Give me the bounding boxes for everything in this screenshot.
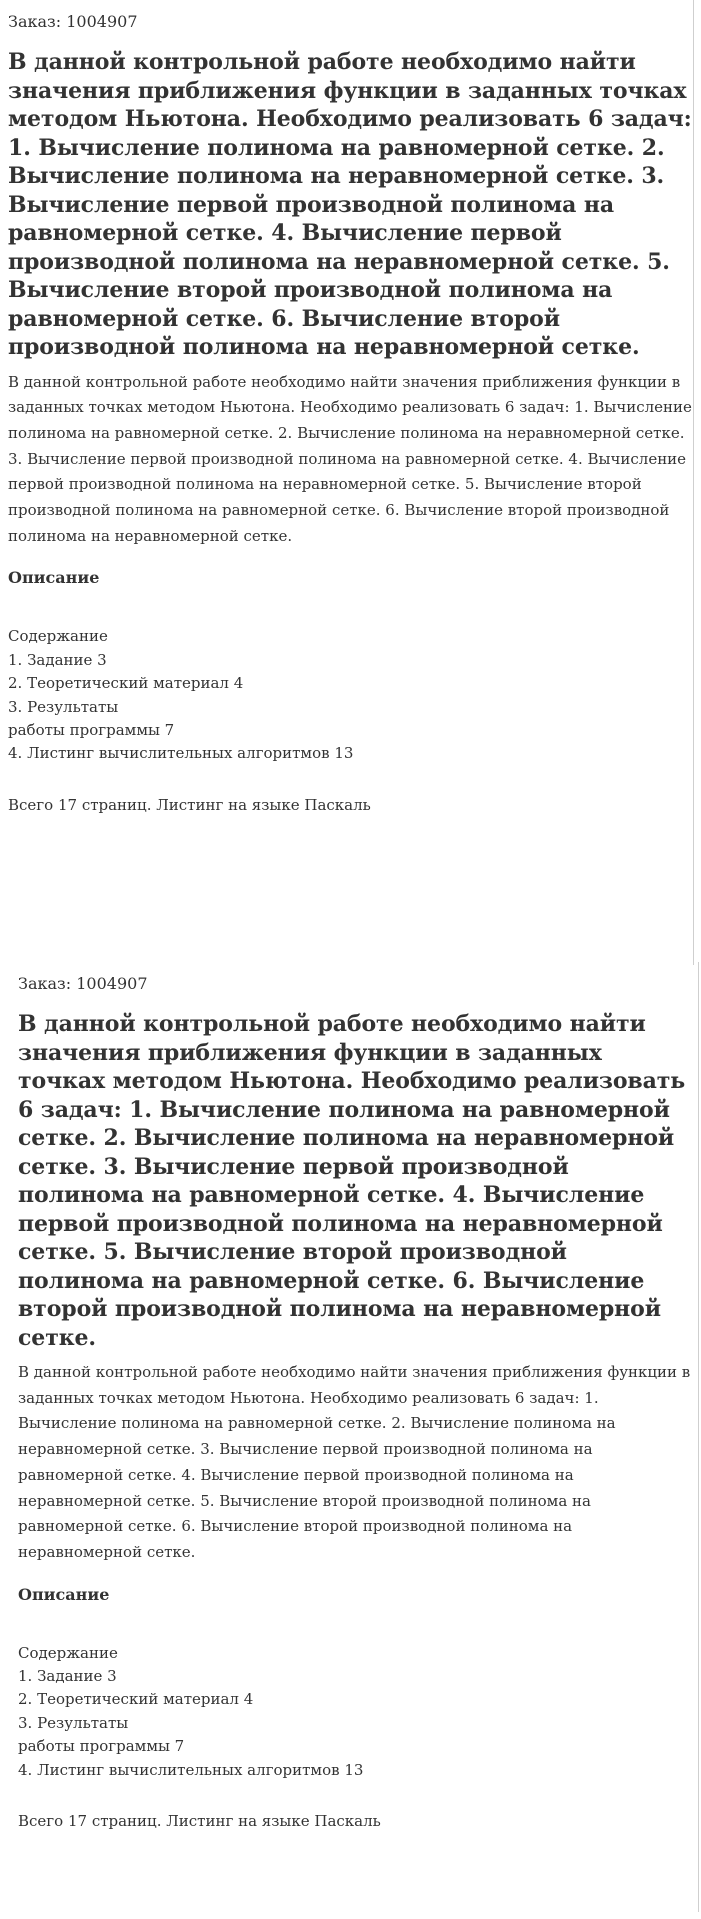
toc-item: 2. Теоретический материал 4 [18,1690,254,1709]
table-of-contents [8,625,693,765]
toc-item: работы программы 7 [8,721,175,740]
right-border [693,0,694,965]
order-summary: В данной контрольной работе необходимо найти значения приближения функции в заданных точках методом Ньютона. Необходимо реализовать 6 задач: 1. Вычисление полинома на равномерной сетке. 2. Вычисление полинома на неравномерной сетке. 3. Вычисление первой производной полинома на равномерной сетке. 4. Вычисление первой производной полинома на неравномерной сетке. 5. Вычисление второй производной полинома на равномерной сетке. 6. Вычисление второй производной полинома на неравномерной сетке. [18,1363,691,1561]
order-summary: В данной контрольной работе необходимо найти значения приближения функции в заданных точках методом Ньютона. Необходимо реализовать 6 задач: 1. Вычисление полинома на равномерной сетке. 2. Вычисление полинома на неравномерной сетке. 3. Вычисление первой производной полинома на равномерной сетке. 4. Вычисление первой производной полинома на неравномерной сетке. 5. Вычисление второй производной полинома на равномерной сетке. 6. Вычисление второй производной полинома на неравномерной сетке. [8,372,692,545]
order-block-2 [18,962,693,1832]
page-count-note: Всего 17 страниц. Листинг на языке Паскаль [8,795,371,814]
toc-heading: Содержание [8,627,108,646]
table-of-contents [18,1642,693,1782]
toc-heading: Содержание [18,1643,118,1662]
toc-item: работы программы 7 [18,1737,185,1756]
toc-item: 2. Теоретический материал 4 [8,674,244,693]
toc-item: 4. Листинг вычислительных алгоритмов 13 [8,744,354,763]
order-title: В данной контрольной работе необходимо найти значения приближения функции в заданных точках методом Ньютона. Необходимо реализовать 6 задач: 1. Вычисление полинома на равномерной сетке. 2. Вычисление полинома на неравномерной сетке. 3. Вычисление первой производной полинома на равномерной сетке. 4. Вычисление первой производной полинома на неравномерной сетке. 5. Вычисление второй производной полинома на равномерной сетке. 6. Вычисление второй производной полинома на неравномерной сетке. [8,49,692,360]
order-title: В данной контрольной работе необходимо найти значения приближения функции в заданных точках методом Ньютона. Необходимо реализовать 6 задач: 1. Вычисление полинома на равномерной сетке. 2. Вычисление полинома на неравномерной сетке. 3. Вычисление первой производной полинома на равномерной сетке. 4. Вычисление первой производной полинома на неравномерной сетке. 5. Вычисление второй производной полинома на равномерной сетке. 6. Вычисление второй производной полинома на неравномерной сетке. [18,1011,686,1351]
toc-item: 4. Листинг вычислительных алгоритмов 13 [18,1760,364,1779]
toc-item: 3. Результаты [18,1713,129,1732]
description-heading: Описание [18,1584,110,1604]
order-number: Заказ: 1004907 [18,974,148,993]
order-block-1 [8,0,693,816]
toc-item: 1. Задание 3 [18,1667,117,1686]
toc-item: 3. Результаты [8,697,119,716]
toc-item: 1. Задание 3 [8,650,107,669]
order-number: Заказ: 1004907 [8,12,138,31]
page-count-note: Всего 17 страниц. Листинг на языке Паскаль [18,1812,381,1831]
description-heading: Описание [8,568,100,588]
